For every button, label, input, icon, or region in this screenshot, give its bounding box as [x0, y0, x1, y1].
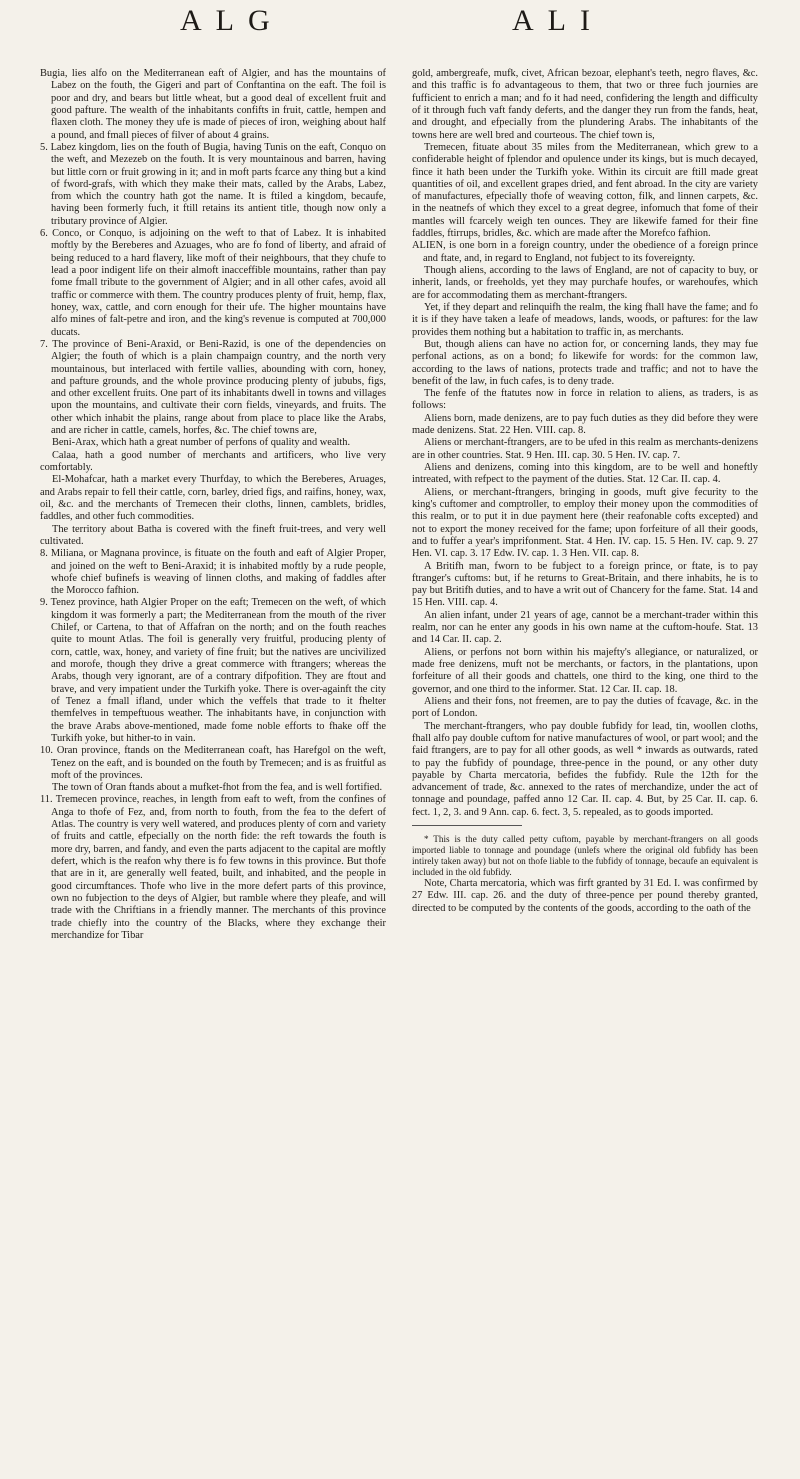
running-head-right: ALI: [512, 4, 604, 37]
paragraph-alien-6: Aliens or merchant-ftrangers, are to be ufed in this realm as merchants-denizens are in other countries. Stat. 9 Hen. III. cap. 30. 5 Hen. IV. cap. 7.: [412, 437, 758, 461]
paragraph-alien-2: Yet, if they depart and relinquifh the realm, the king fhall have the fame; and fo it is if they have taken a leafe of meadows, lands, woods, or paftures: for the law provides them nothing but a habitation to traffic in, as merchants.: [412, 301, 758, 338]
entry-bugia: Bugia, lies alfo on the Mediterranean eaft of Algier, and has the mountains of Labez on the fouth, the Gigeri and part of Conftantina on the eaft. The foil is poor and dry, and bears but little wheat, but a good deal of excellent fruit and good pafture. The wealth of the inhabitants confifts in fruit, cattle, hempen and flaxen cloth. The money they ufe is made of pieces of iron, weighing about half a pound, and fmall pieces of filver of about 4 grains.: [40, 68, 386, 141]
paragraph-alien-7: Aliens and denizens, coming into this kingdom, are to be well and honeftly intreated, with refpect to the payment of the duties. Stat. 12 Car. II. cap. 4.: [412, 462, 758, 486]
paragraph-charta-note: Note, Charta mercatoria, which was firft granted by 31 Ed. I. was confirmed by 27 Edw. III. cap. 26. and the duty of three-pence per pound thereby granted, directed to be computed by the contents of the goods, according to the oath of the: [412, 878, 758, 914]
paragraph-alien-8: Aliens, or merchant-ftrangers, bringing in goods, muft give fecurity to the king's cuftomer and comptroller, to employ their money upon the commodities of this realm, or to put it in due payment here (their reafonable cofts excepted) and not to export the money received for the fame; upon forfeiture of all their goods, and to fuffer a year's imprifonment. Stat. 4 Hen. IV. cap. 15. 5 Hen. IV. cap. 9. 27 Hen. VI. cap. 3. 17 Edw. IV. cap. 1. 3 Hen. VII. cap. 8.: [412, 486, 758, 560]
entry-conco: 6. Conco, or Conquo, is adjoining on the weft to that of Labez. It is inhabited moftly by the Bereberes and Azuages, who are fo fond of liberty, and afraid of being reduced to a hard flavery, like moft of their neighbours, that they chufe to lead a poor indigent life on their almoft inacceffible mountains, rather than pay fome fmall tribute to the government of Algier; and in all other cafes, avoid all traffic or commerce with them. The country produces plenty of fruit, hemp, flax, honey, wax, cattle, and corn enough for their ufe. The higher mountains have alfo mines of falt-petre and iron, and the king's revenue is computed at 700,000 ducats.: [40, 228, 386, 338]
paragraph-alien-9: A Britifh man, fworn to be fubject to a foreign prince, or ftate, is to pay ftranger's cuftoms: but, if he returns to Great-Britain, and there inhabits, he is to pay but Britifh duties, and to have a writ out of Chancery for the fame. Stat. 14 and 15 Hen. VIII. cap. 4.: [412, 560, 758, 609]
paragraph-batha: The territory about Batha is covered with the fineft fruit-trees, and very well cultivated.: [40, 523, 386, 547]
paragraph-beni-arax: Beni-Arax, which hath a great number of perfons of quality and wealth.: [52, 437, 351, 449]
entry-miliana: 8. Miliana, or Magnana province, is fituate on the fouth and eaft of Algier Proper, and joined on the weft to Beni-Araxid; it is inhabited moftly by a rude people, whofe chief bufinefs is weaving of linnen cloths, and making of faddles after the Morocco fafhion.: [40, 548, 386, 597]
paragraph-alien-11: Aliens, or perfons not born within his majefty's allegiance, or naturalized, or made free denizens, muft not be merchants, or factors, in the plantations, upon forfeiture of all their goods and chattels, one third to the king, one third to the governor, and one third to the informer. Stat. 12 Car. II. cap. 18.: [412, 646, 758, 695]
left-column: [40, 68, 386, 942]
running-head-left: ALG: [180, 4, 284, 37]
paragraph-alien-12: Aliens and their fons, not freemen, are to pay the duties of fcavage, &c. in the port of London.: [412, 695, 758, 720]
footnote-rule: [412, 825, 522, 826]
paragraph-tremecen-town: Tremecen, fituate about 35 miles from the Mediterranean, which grew to a confiderable height of fplendor and opulence under its kings, but is much decayed, fince it hath been under the Turkifh yoke. Within its circuit are ftill made great quantities of oil, and excellent grapes dried, and fent abroad. In the city are variety of manufactures, efpecially thofe of weaving cotton, filk, and linnen carpets, &c. in the neatnefs of which they excel to a great degree, infomuch that fome of their mantles will fcarcely weigh ten ounces. They are likewife famed for their fine faddles, ftirrups, bridles, &c. which are made after the Morefco fafhion.: [412, 141, 758, 240]
paragraph-oran-town: The town of Oran ftands about a mufket-fhot from the fea, and is well fortified.: [52, 782, 383, 794]
paragraph-calaa: Calaa, hath a good number of merchants and artificers, who live very comfortably.: [40, 449, 386, 473]
entry-oran: 10. Oran province, ftands on the Mediterranean coaft, has Harefgol on the weft, Tenez on the eaft, and is bounded on the fouth by Tremecen; and is as fruitful as moft of the provinces.: [40, 745, 386, 781]
footnote: * This is the duty called petty cuftom, payable by merchant-ftrangers on all goods imported liable to tonnage and poundage (unlefs where the original old fubfidy has been intirely taken away) but not on thofe liable to the fubfidy of tonnage, becaufe an equivalent is included in the old fubfidy.: [412, 834, 758, 878]
paragraph-alien-1: Though aliens, according to the laws of England, are not of capacity to buy, or inherit, lands, or freeholds, yet they may purchafe houfes, or warehoufes, which are for accommodating them as merchant-ftrangers.: [412, 265, 758, 301]
right-column: [412, 68, 758, 915]
entry-tremecen: 11. Tremecen province, reaches, in length from eaft to weft, from the confines of Anga to thofe of Fez, and, from north to fouth, from the fea to the defert of Atlas. The country is very well watered, and produces plenty of corn and variety of fruits and cattle, efpecially on the north fide: the reft towards the fouth is more dry, barren, and fandy, and even the parts adjacent to the capital are moftly defert, which is the reafon why there is fo few towns in this province. But thofe that are in it, are generally well feated, built, and inhabited, and the people in good circumftances. Thofe who live in the more defert parts of this province, own no fubjection to the deys of Algier, but ramble where they pleafe, and will trade with the Chriftians in a friendly manner. The merchants of this province trade chiefly into the country of the Blacks, where they exchange their merchandize for Tibar: [40, 794, 386, 941]
page-header: [0, 0, 800, 60]
paragraph-alien-4: The fenfe of the ftatutes now in force in relation to aliens, as traders, is as follows:: [412, 388, 758, 412]
paragraph-alien-5: Aliens born, made denizens, are to pay fuch duties as they did before they were made denizens. Stat. 22 Hen. VIII. cap. 8.: [412, 412, 758, 437]
paragraph-trade-continued: gold, ambergreafe, mufk, civet, African bezoar, elephant's teeth, negro flaves, &c. and this traffic is fo advantageous to them, that two or three fuch journies are fufficient to enrich a man; and fo it had need, confidering the length and difficulty of it through fuch vaft fandy deferts, and the danger they run from the fands, heat, and drought, and efpecially from the plundering Arabs. The inhabitants of the towns here are well bred and courteous. The chief town is,: [412, 68, 758, 141]
entry-beni-araxid: 7. The province of Beni-Araxid, or Beni-Razid, is one of the dependencies on Algier; the fouth of which is a plain champaign country, and the north very mountainous, but interlaced with fertile vallies, abounding with corn, honey, and pafture grounds, and the whole province producing plenty of jububs, figs, and other excellent fruits. One part of its inhabitants dwell in towns and villages upon the mountains, and cultivate their corn fields, vineyards, and fruits. The other which inhabit the plains, range about from place to place like the Arabs, and are richer in cattle, camels, horfes, &c. The chief towns are,: [40, 338, 386, 437]
entry-tenez: 9. Tenez province, hath Algier Proper on the eaft; Tremecen on the weft, of which kingdom it was formerly a part; the Mediterranean from the mouth of the river Chilef, or Cartena, to that of Affafran on the north; and on the fouth reaches quite to mount Atlas. The foil is generally very fruitful, producing plenty of corn, cattle, wax, honey, and variety of fine fruit; but the natives are uncivilized and morofe, though they drive a great commerce with ftrangers; whereas the Arabs, though very ignorant, are of a contrary difpofition. They are ftout and brave, and very impatient under the Turkifh yoke. There is over-againft the city of Tenez a fmall ifland, under which the veffels that trade to it fhelter themfelves in tempeftuous weather. The inhabitants have, in conjunction with the brave Arabs above-mentioned, made fome noble efforts to fhake off the Turkifh yoke, but hither-to in vain.: [40, 597, 386, 744]
paragraph-alien-3: But, though aliens can have no action for, or concerning lands, they may fue perfonal actions, as on a bond; fo likewife for words: for the common law, according to the laws of nations, protects trade and traffic; and not to have the benefit of the law, in fuch cafes, is to deny trade.: [412, 338, 758, 387]
entry-alien: ALIEN, is one born in a foreign country, under the obedience of a foreign prince and ftate, and, in regard to England, not fubject to its fovereignty.: [412, 240, 758, 264]
paragraph-alien-13: The merchant-ftrangers, who pay double fubfidy for lead, tin, woollen cloths, fhall alfo pay double cuftom for native manufactures of wool, or part wool; and the faid ftrangers, are to pay for all other goods, as well * inwards as outwards, rated to pay the fubfidy of poundage, three-pence in the pound, or any other duty payable by Charta mercatoria, befides the fubfidy. Rule the 12th for the advancement of trade, &c. annexed to the rates of merchandize, under the act of tonnage and poundage, paffed anno 12 Car. II. cap. 4. But, by 25 Car. II. cap. 6. fect. 1, 2, 3. and 9 Ann. cap. 6. fect. 3, 5. repealed, as to goods imported.: [412, 720, 758, 818]
paragraph-alien-10: An alien infant, under 21 years of age, cannot be a merchant-trader within this realm, nor can he enter any goods in his own name at the cuftom-houfe. Stat. 13 and 14 Car. II. cap. 2.: [412, 609, 758, 646]
entry-labez: 5. Labez kingdom, lies on the fouth of Bugia, having Tunis on the eaft, Conquo on the weft, and Mezezeb on the fouth. It is very mountainous and barren, having but little corn or fruit growing in it; and in moft parts fcarce any thing but a kind of fword-grafs, with which they make their mats, called by the Arabs, Labez, from which the country hath got the name. It is ftiled a kingdom, becaufe, having been formerly fuch, it ftill retains its antient title, though now only a tributary province of Algier.: [40, 141, 386, 227]
paragraph-el-mohafcar: El-Mohafcar, hath a market every Thurfday, to which the Bereberes, Aruages, and Arabs repair to fell their cattle, corn, barley, dried figs, and raifins, honey, wax, oil, &c. and the merchants of Tremecen their cloths, linnen, camblets, bridles, faddles, and other fuch commodities.: [40, 474, 386, 523]
